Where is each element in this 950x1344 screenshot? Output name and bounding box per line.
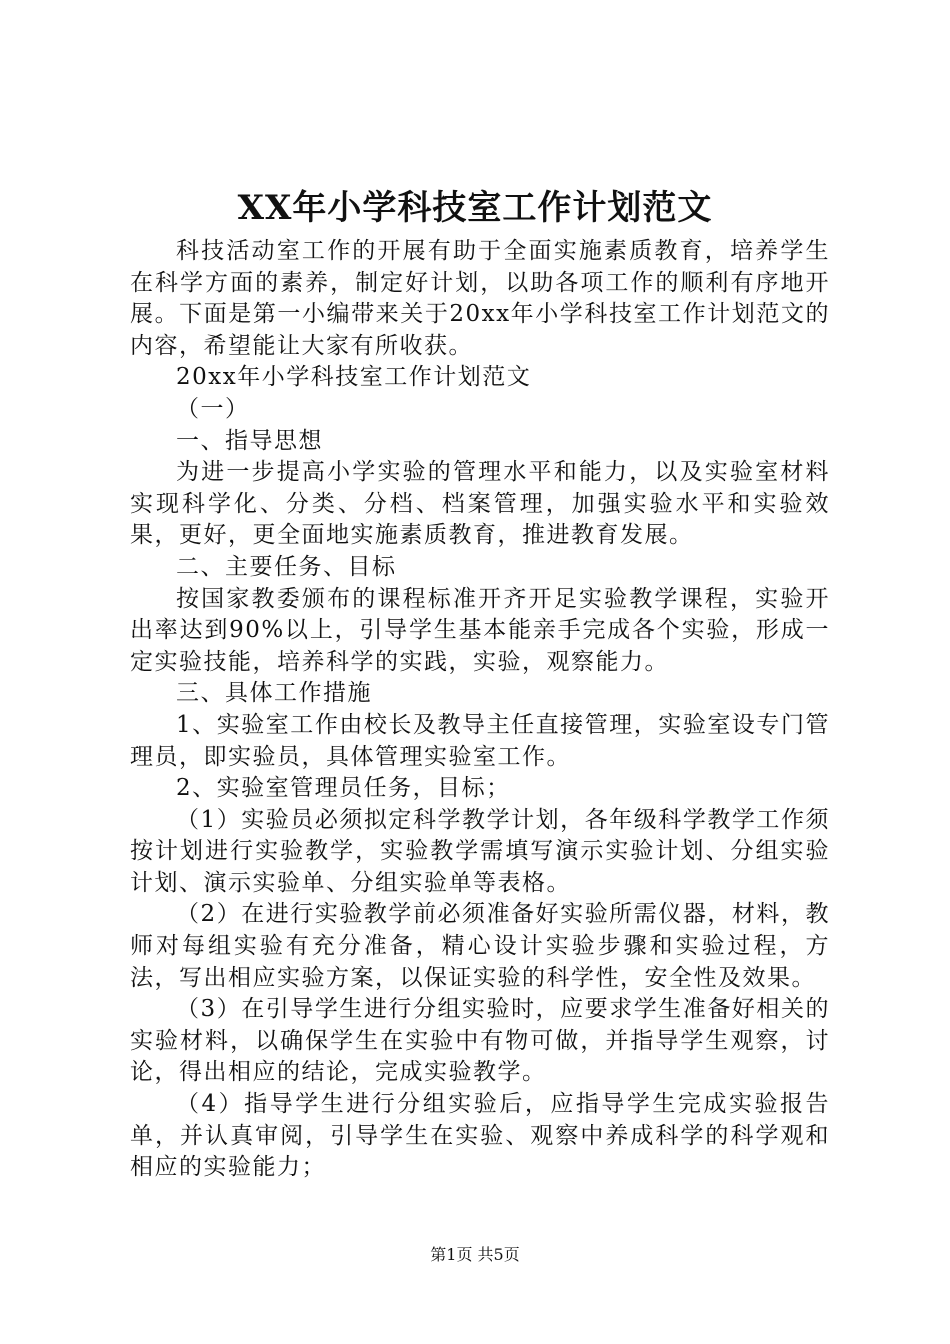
- paragraph-main-tasks: 按国家教委颁布的课程标准开齐开足实验教学课程，实验开出率达到90%以上，引导学生基本能亲手完成各个实验，形成一定实验技能，培养科学的实践，实验，观察能力。: [130, 585, 830, 675]
- heading-main-tasks: 二、主要任务、目标: [176, 553, 397, 580]
- heading-measures: 三、具体工作措施: [176, 680, 372, 707]
- paragraph-item-3: （3）在引导学生进行分组实验时，应要求学生准备好相关的实验材料，以确保学生在实验中有物可做，并指导学生观察，讨论，得出相应的结论，完成实验教学。: [130, 996, 830, 1086]
- paragraph-item-2: （2）在进行实验教学前必须准备好实验所需仪器，材料，教师对每组实验有充分准备，精心设计实验步骤和实验过程，方法，写出相应实验方案，以保证实验的科学性，安全性及效果。: [130, 901, 830, 991]
- paragraph-guiding-ideology: 为进一步提高小学实验的管理水平和能力，以及实验室材料实现科学化、分类、分档、档案管理，加强实验水平和实验效果，更好，更全面地实施素质教育，推进教育发展。: [130, 459, 830, 549]
- heading-guiding-ideology: 一、指导思想: [176, 427, 323, 454]
- paragraph-measure-1: 1、实验室工作由校长及教导主任直接管理，实验室设专门管理员，即实验员，具体管理实验室工作。: [130, 711, 830, 770]
- paragraph-intro: 科技活动室工作的开展有助于全面实施素质教育，培养学生在科学方面的素养，制定好计划，以助各项工作的顺利有序地开展。下面是第一小编带来关于20xx年小学科技室工作计划范文的内容，希望能让大家有所收获。: [130, 238, 830, 359]
- paragraph-section-marker: （一）: [176, 395, 250, 422]
- paragraph-subtitle: 20xx年小学科技室工作计划范文: [176, 364, 532, 391]
- paragraph-item-1: （1）实验员必须拟定科学教学计划，各年级科学教学工作须按计划进行实验教学，实验教学需填写演示实验计划、分组实验计划、演示实验单、分组实验单等表格。: [130, 806, 830, 896]
- page-footer: 第1页 共5页: [430, 1245, 520, 1264]
- paragraph-measure-2: 2、实验室管理员任务，目标；: [176, 775, 511, 802]
- paragraph-item-4: （4）指导学生进行分组实验后，应指导学生完成实验报告单，并认真审阅，引导学生在实验、观察中养成科学的科学观和相应的实验能力；: [130, 1091, 830, 1181]
- document-title: XX年小学科技室工作计划范文: [237, 188, 713, 228]
- document-body: [130, 236, 830, 1184]
